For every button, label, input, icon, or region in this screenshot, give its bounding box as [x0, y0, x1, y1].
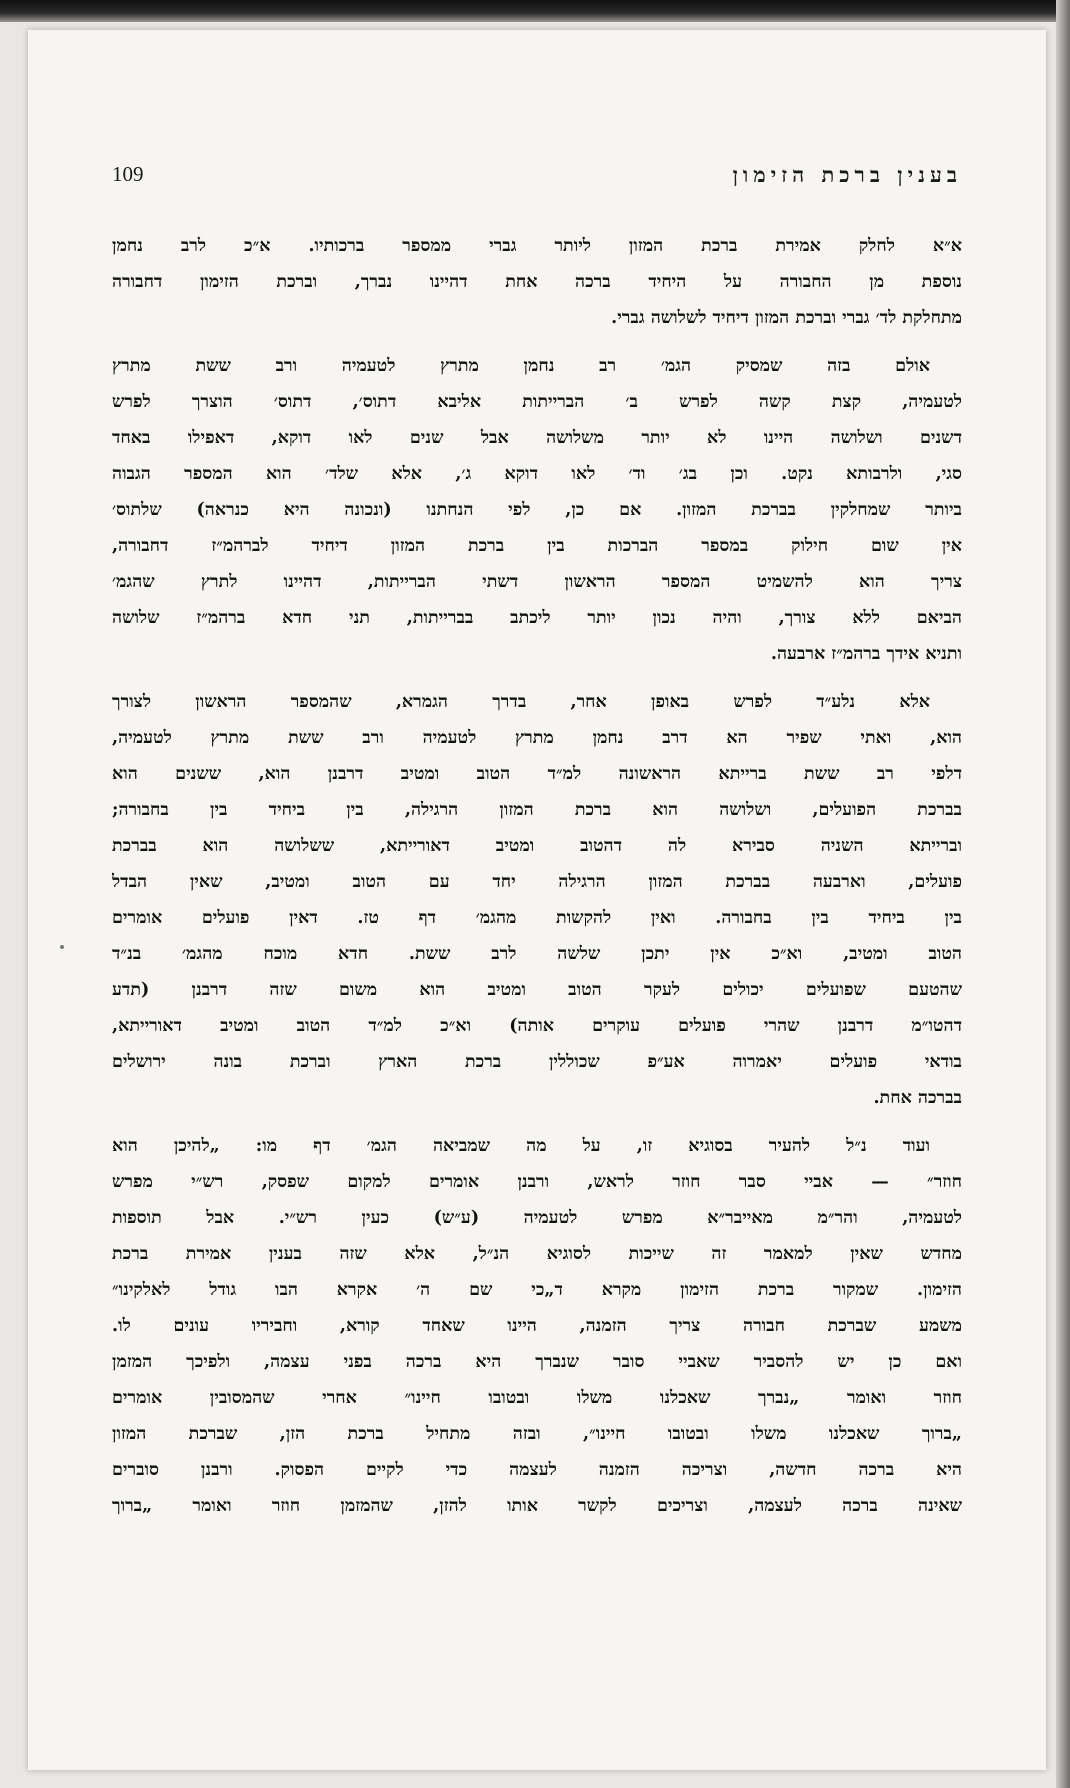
text-line: אין שום חילוק במספר הברכות בין ברכת המזון דיחיד לברהמ״ז דחבורה,: [112, 536, 962, 556]
text-line: דשנים ושלושה היינו לא יותר משלושה אבל שנים לאו דוקא, דאפילו באחד: [112, 428, 962, 448]
page-header: [112, 162, 962, 198]
text-line: אלא נלע״ד לפרש באופן אחר, בדרך הגמרא, שהמספר הראשון לצורך: [112, 692, 930, 712]
text-line: ותניא אידך ברהמ״ז ארבעה.: [770, 644, 962, 664]
text-line: מחדש שאין למאמר זה שייכות לסוגיא הנ״ל, אלא שזה בענין אמירת ברכת: [112, 1244, 962, 1264]
text-line: הביאם ללא צורך, והיה נכון יותר ליכתב בברייתות, תני חדא ברהמ״ז שלושה: [112, 608, 962, 628]
text-line: בין ביחיד בין בחבורה. ואין להקשות מהגמ׳ דף טז. דאין פועלים אומרים: [112, 908, 962, 928]
text-line: משמע שברכת חבורה צריך הזמנה, היינו שאחד קורא, וחביריו עונים לו.: [112, 1316, 962, 1336]
text-line: צריך הוא להשמיט המספר הראשון דשתי הברייתות, דהיינו לתרץ שהגמ׳: [112, 572, 962, 592]
text-line: היא ברכה חדשה, וצריכה הזמנה לעצמה כדי לקיים הפסוק. ורבנן סוברים: [112, 1460, 962, 1480]
text-line: שהטעם שפועלים יכולים לעקר הטוב ומטיב הוא משום שזה דרבנן (תדע: [112, 980, 962, 1000]
paragraph: [112, 1128, 962, 1524]
body-text: [112, 228, 962, 1536]
page-number: 109: [112, 162, 144, 186]
scan-speck: [60, 945, 64, 949]
text-line: „ברוך שאכלנו משלו ובטובו חיינו״, ובזה מתחיל ברכת הזן, שברכת המזון: [112, 1424, 962, 1444]
text-line: שאינה ברכה לעצמה, וצריכים לקשר אותו להזן, שהמזמן חוזר ואומר „ברוך: [112, 1496, 962, 1516]
paragraph: [112, 348, 962, 672]
text-line: אולם בזה שמסיק הגמ׳ רב נחמן מתרץ לטעמיה ורב ששת מתרץ: [112, 356, 930, 376]
text-line: הזימון. שמקור ברכת הזימון מקרא ד„כי שם ה׳ אקרא הבו גודל לאלקינו״: [112, 1280, 962, 1300]
text-line: הוא, ואתי שפיר הא דרב נחמן מתרץ לטעמיה ורב ששת מתרץ לטעמיה,: [112, 728, 962, 748]
text-line: חוזר ואומר „נברך שאכלנו משלו ובטובו חיינו״ אחרי שהמסובין אומרים: [112, 1388, 962, 1408]
text-line: וברייתא השניה סבירא לה דהטוב ומטיב דאורייתא, ששלושה הוא בברכת: [112, 836, 962, 856]
text-line: בברכת הפועלים, ושלושה הוא ברכת המזון הרגילה, בין ביחיד בין בחבורה;: [112, 800, 962, 820]
paragraph: [112, 684, 962, 1116]
text-line: סגי, ולרבותא נקט. וכן בג׳ וד׳ לאו דוקא ג׳, אלא שלד׳ הוא המספר הגבוה: [112, 464, 962, 484]
text-line: א״א לחלק אמירת ברכת המזון ליותר גברי ממספר ברכותיו. א״כ לרב נחמן: [112, 236, 962, 256]
text-line: ואם כן יש להסביר שאביי סובר שנברך היא ברכה בפני עצמה, ולפיכך המזמן: [112, 1352, 962, 1372]
book-page: [28, 30, 1046, 1770]
text-line: דלפי רב ששת ברייתא הראשונה למ״ד הטוב ומטיב דרבנן הוא, ששנים הוא: [112, 764, 962, 784]
scan-right-edge: [1056, 0, 1070, 1788]
paragraph: [112, 228, 962, 336]
scan-top-edge: [0, 0, 1070, 22]
text-line: חוזר״ — אביי סבר חוזר לראש, ורבנן אומרים למקום שפסק, רש״י מפרש: [112, 1172, 962, 1192]
text-line: ביותר שמחלקין בברכת המזון. אם כן, לפי הנחתנו (ונכונה היא כנראה) שלתוס׳: [112, 500, 962, 520]
text-line: פועלים, וארבעה בברכת המזון הרגילה יחד עם הטוב ומטיב, שאין הבדל: [112, 872, 962, 892]
text-line: ועוד נ״ל להעיר בסוגיא זו, על מה שמביאה הגמ׳ דף מו: „להיכן הוא: [112, 1136, 930, 1156]
text-line: בודאי פועלים יאמרוה אע״פ שכוללין ברכת הארץ וברכת בונה ירושלים: [112, 1052, 962, 1072]
text-line: נוספת מן החבורה על היחיד ברכה אחת דהיינו נברך, וברכת הזימון דחבורה: [112, 272, 962, 292]
text-line: מתחלקת לד׳ גברי וברכת המזון דיחיד לשלושה גברי.: [611, 308, 962, 328]
text-line: לטעמיה, קצת קשה לפרש ב׳ הברייתות אליבא דתוס׳, דתוס׳ הוצרך לפרש: [112, 392, 962, 412]
text-line: הטוב ומטיב, וא״כ אין יתכן שלשה לרב ששת. חדא מוכח מהגמ׳ בנ״ד: [112, 944, 962, 964]
text-line: לטעמיה, והר״מ מאייבר״א מפרש לטעמיה (ע״ש) כעין רש״י. אבל תוספות: [112, 1208, 962, 1228]
running-title: בענין ברכת הזימון: [732, 162, 962, 187]
text-line: בברכה אחת.: [873, 1088, 962, 1108]
text-line: דהטו״מ דרבנן שהרי פועלים עוקרים אותה) וא״כ למ״ד הטוב ומטיב דאורייתא,: [112, 1016, 962, 1036]
